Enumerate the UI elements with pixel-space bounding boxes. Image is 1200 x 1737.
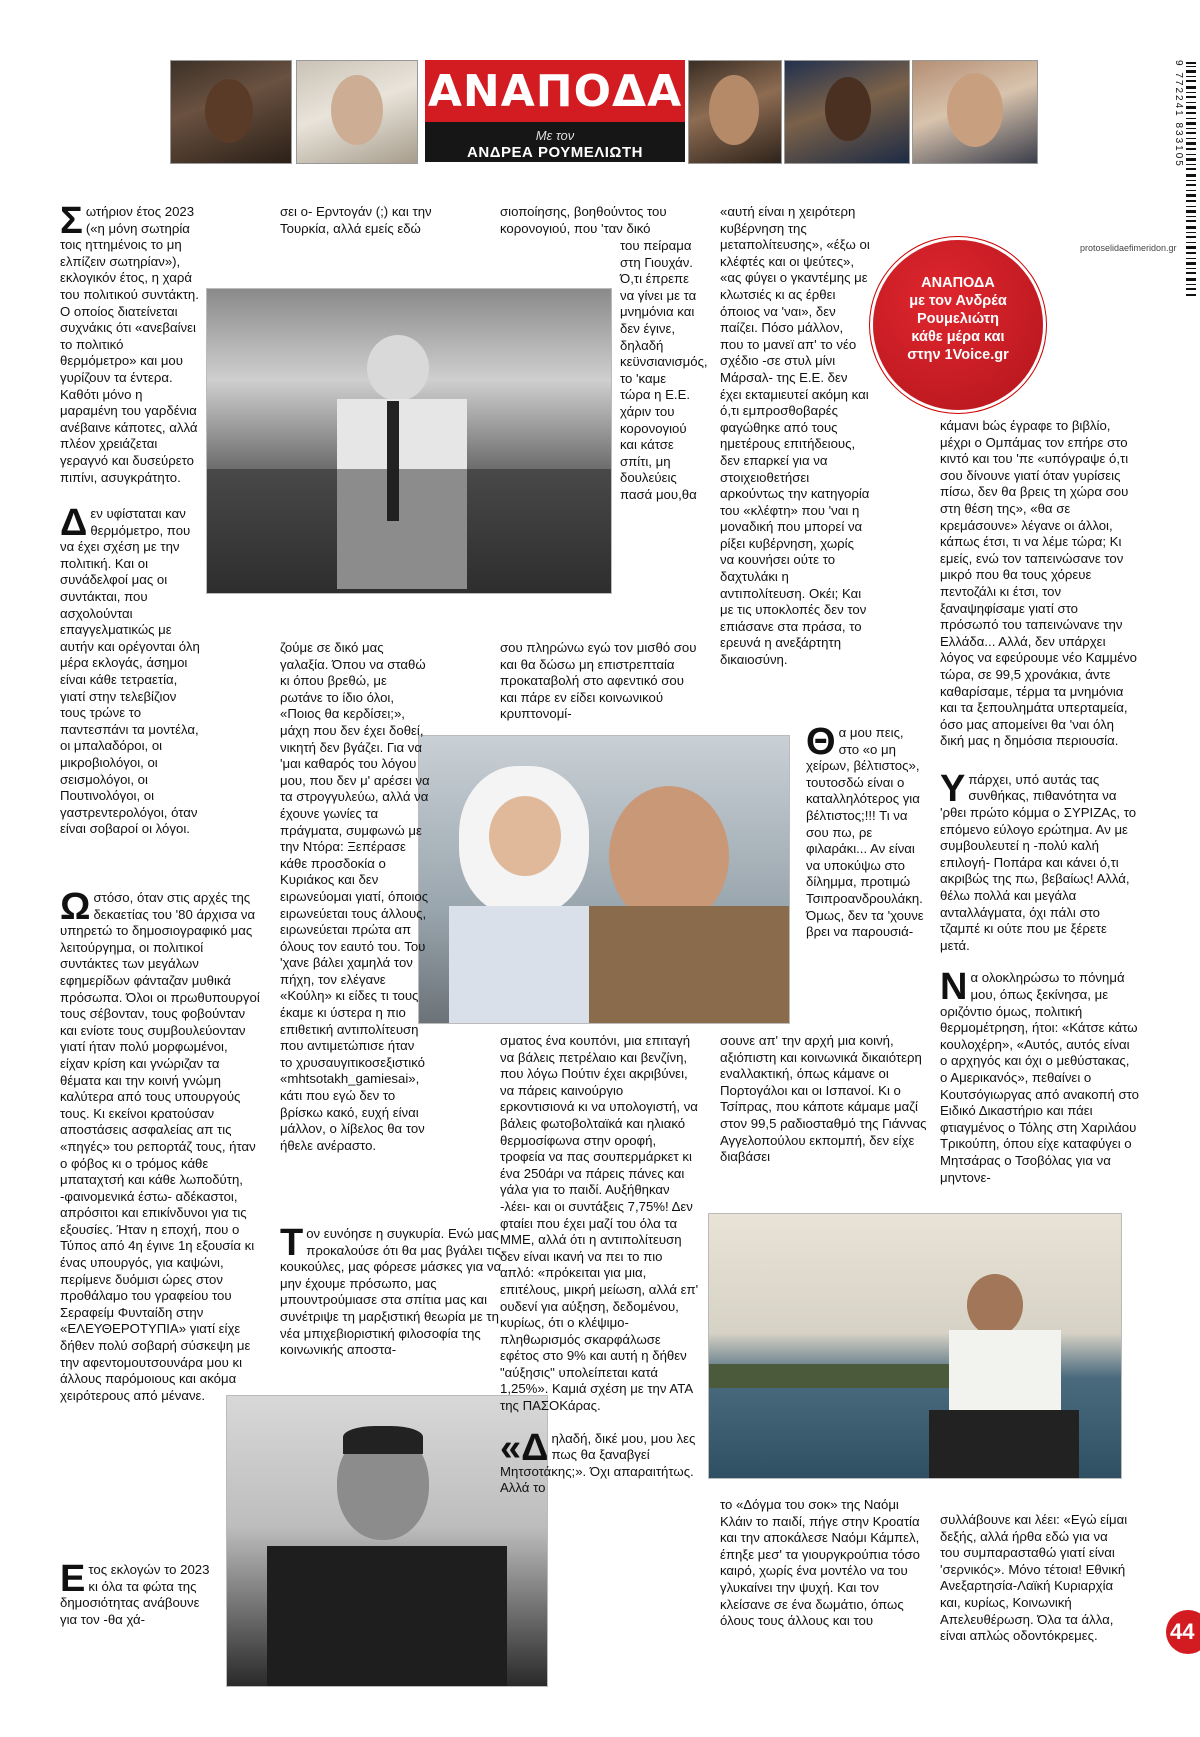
promo-line-3: Ρουμελιώτη	[917, 311, 999, 327]
with-label: Με τον	[535, 128, 575, 143]
paragraph: Να ολοκληρώσω το πόνημά μου, όπως ξεκίνησα, με οριζόντιο όμως, πολιτική θερμομέτρηση, ήτοι: «Κάτσε κάτω κουλοχέρη», «Αυτός, αυτός είναι ο αρχηγός και όχι ο μεθύστακας, ο Αμερικανός», πεθαίνει ο Κουτσόγιωργας από ανακοπή στο Ειδικό Δικαστήριο και πάει φτιαγμένος ο Τόλης στη Χαριλάου Τρικούπη, όπου είχε καταφύγει ο Μητσάρας ο Τσοβόλας για να μηντονε-	[940, 966, 1139, 1185]
paragraph: Υπάρχει, υπό αυτάς τας συνθήκας, πιθανότητα να 'ρθει πρώτο κόμμα ο ΣΥΡΙΖΑς, το επόμενο εύλογο ερώτημα. Αν με συμβουλευτεί η -πολύ καλή επιλογή- Πoπάρα και κάνει ό,τι ακριβώς της πω, βεβαίως! Αλλά, θέλω πολλά και μεγάλα ανταλλάγματα, όχι πάλι στο τζαμπέ κι ούτε που με ξέρετε μετά.	[940, 767, 1137, 953]
paragraph: σιοποίησης, βοηθούντος του κορονογιού, που 'ταν δικό	[500, 204, 667, 236]
paragraph: ζούμε σε δικό μας γαλαξία. Όπου να σταθώ κι όπου βρεθώ, με ρωτάνε το ίδιο όλοι, «Ποιος θα κερδίσει;», μάχη που δεν έχει δοθεί, νικητή δεν βγάζει. Για να 'μαι καθαρός του λόγου μου, που δεν μ' αρέσει να τα στρογγυλεύω, αλλά να έχουνε γωνίες τα πράγματα, συμφωνώ με την Ντόρα: Ξεπέρασε κάθε προσδοκία ο Κυριάκος και δεν ειρωνεύομαι γιατί, όποιος ειρωνεύεται τους άλλους, ειρωνεύεται πρώτα απ όλους τον εαυτό του. Του 'χανε βάλει χαμηλά τον πήχη, τον ελέγανε «Κούλη» κι είδες τι τους έκαμε κι ύστερα η πιο επιθετική αντιπολίτευση που αντιμετώπισε ήταν το χρυσαυγιτικοσεξιστικό «mhtsotakh_gamiesai», κάτι που εγώ δεν το βρίσκω κακό, ευχή είναι μάλλον, ο λίβελος θα τον ήθελε ανέραστο.	[280, 640, 430, 1153]
paragraph: Ετος εκλογών το 2023 κι όλα τα φώτα της δημοσιότητας ανάβουνε για τον -θα χά-	[60, 1558, 210, 1627]
article-column-1-bottom	[60, 1558, 210, 1644]
promo-badge	[873, 240, 1043, 410]
header-photo-3	[688, 60, 782, 164]
header-photo-1	[170, 60, 292, 164]
article-column-2-lower	[280, 1222, 520, 1375]
paragraph: Δεν υφίσταται καν θερμόμετρο, που να έχει σχέση με την πολιτική. Και οι συνάδελφοί μας οι συντάκται, που ασχολούνται επαγγελματικώς με αυτήν και ορέγονται όλη μέρα εκλογάς, άσημοι είναι κάθε τετραετία, γιατί στην τελεβίζιον τους τρώνε το παντεσπάνι τα μοντέλα, οι μπαλαδόροι, οι μικροβιολόγοι, οι σεισμολόγοι, οι Πουτινολόγοι, οι γαστρεντερολόγοι, όταν είναι σοβαροί οι λόγοι.	[60, 502, 200, 837]
header-photo-5	[912, 60, 1038, 164]
article-column-4	[720, 204, 870, 685]
promo-line-4: κάθε μέρα και	[911, 329, 1005, 345]
paragraph: σει ο- Ερντογάν (;) και την Τουρκία, αλλά εμείς εδώ	[280, 204, 432, 236]
article-column-2-top	[280, 204, 460, 253]
paragraph: συλλάβουνε και λέει: «Εγώ είμαι δεξής, αλλά ήρθα εδώ για να του συμπαρασταθώ γιατί είναι 'σερνικός». Μόνο τέτοια! Εθνική Ανεξαρτησία-Λαϊκή Κυριαρχία και, κυρίως, Κοινωνική Απελευθέρωση. Όλα τα άλλα, είναι απλώς οδοντόκρεμες.	[940, 1512, 1128, 1644]
photo-dancing-politician	[206, 288, 612, 594]
article-column-5-bottom	[940, 1512, 1130, 1661]
article-column-3-lower	[500, 1033, 700, 1513]
paragraph: κάμανι bώς έγραφε το βιβλίο, μέχρι ο Ομπάμας τον επήρε στο κιντό και του 'πε «υπόγραψε ό,τι σου δίνουνε γιατί όταν γυρίσεις πίσω, δεν θα βρεις τη χώρα σου στη θέση της», «θα σε κρεμάσουνε» λέγανε οι άλλοι, κάπως έτσι, τι να λέμε τώρα; Κι εμείς, ενώ τον ταπεινώσανε τον μικρό που θα τους χόρευε πεντοζάλι κι έτσι, τον ξαναψηφίσαμε γιατί στο πρόσωπό του ταπεινώνανε την Ελλάδα... Αλλά, δεν υπάρχει λόγος να εφεύρουμε νέο Καμμένο τώρα, σε 99,5 χρονάκια, άντε καθαρίσαμε, τέρμα τα μνημόνια και τα ξεπουλημάτα υπερταμεία, όσο μας απομείνει θα 'ναι όλη δική μας η δημόσια περιουσία.	[940, 418, 1138, 749]
article-column-3-top	[500, 204, 700, 237]
promo-line-1: ΑΝΑΠΟΔΑ	[921, 275, 995, 291]
paragraph: το «Δόγμα του σοκ» της Ναόμι Κλάιν το παιδί, πήγε στην Κροατία και την αποκάλεσε Ναόμι Κάμπελ, έπηξε μεσ' τα γιουργκρούπια τόσο καιρό, χωρίς ένα μοντέλο να του γλυκαίνει την ψυχή. Και τον κλείσανε σε ένα δωμάτιο, όπως όλους τους άλλους και του	[720, 1497, 921, 1629]
paragraph: Θα μου πεις, στο «ο μη χείρων, βέλτιστος», τουτοσδώ είναι ο καταλληλότερος για βέλτιστος;!!! Τι να σου πω, ρε φιλαράκι... Αν είναι να υποκύψω στο δίλημμα, προτιμώ Τσιπροανδρουλάκη. Όμως, δεν τα 'χουνε βρει να παρουσιά-	[806, 721, 924, 940]
barcode-digits: 9 772241 833105	[1173, 60, 1184, 168]
paragraph: Σωτήριον έτος 2023 («η μόνη σωτηρία τοις ηττημένοις το μη ελπίζειν σωτηρίαν»), εκλογικόν έτος, η χαρά του πολιτικού συντάκτη. Ο οποίος διατείνεται συχνάκις ότι «ανεβαίνει το πολιτικό θερμόμετρο» και μου γυρίζουν τα έντερα. Καθότι μόνο η μαραμένη του γαρδένια ανέβαινε κάποτες, αλλά πλέον χρειάζεται γεραγνό και δυσεύρετο πιπίνι, ασυγκράτητο.	[60, 200, 199, 485]
header-photo-4	[784, 60, 910, 164]
paragraph: Τον ευνόησε η συγκυρία. Ενώ μας προκαλούσε ότι θα μας βγάλει τις κουκούλες, μας φόρεσε μάσκες για να μην έχουμε πρόσωπο, μας μπουντρούμιασε στα σπίτια μας και συνέτριψε τη μαρξιστική θεωρία με τη νέα μπιχεβιοριστική φιλοσοφία της κοινωνικής αποστα-	[280, 1222, 502, 1358]
paragraph: Ωστόσο, όταν στις αρχές της δεκαετίας του '80 άρχισα να υπηρετώ το δημοσιογραφικό μας λειτούργημα, οι πολιτικοί συντάκτες των μεγάλων εφημερίδων φάνταζαν μυθικά πρόσωπα. Όλοι οι πρωθυπουργοί τους σέβονταν, τους φοβούνταν και ενίοτε τους συμβουλεύονταν γιατί ήταν πολύ μορφωμένοι, είχαν κρίση και γνώριζαν τα θέματα και την κοινή γνώμη καλύτερα από τους υπουργούς τους. Κι εκείνοι κρατούσαν αποστάσεις ασφαλείας απ τις «πηγές» του ρεπορτάζ τους, ήταν ο φόβος κι ο τρόμος κάθε μπαταχτσή και κάθε λωποδύτη, -φαινομενικά έστω- αδέκαστοι, απρόσιτοι και επικίνδυνοι για τις εξουσίες. Ήταν η εποχή, που ο Τύπος από 4η έγινε 1η εξουσία κι ένας υπουργός, για καψώνι, περίμενε δυόμισι ώρες στον προθάλαμο του γραφείου του Σεραφείμ Φυνταίδη στην «ΕΛΕΥΘΕΡΟΤΥΠΙΑ» γιατί είχε δήθεν πολύ σοβαρή σύσκεψη με την αφεντομουτσουνάρα μου κι άλλους παρόμοιους και ακόμα χειρότερους από μένανε.	[60, 886, 260, 1403]
article-column-4-bottom	[720, 1497, 920, 1646]
article-column-1-lower	[60, 886, 260, 1420]
article-column-1	[60, 200, 200, 854]
article-column-2	[280, 640, 480, 1170]
promo-line-5: στην 1Voice.gr	[907, 347, 1009, 363]
paragraph: «αυτή είναι η χειρότερη κυβέρνηση της μεταπολίτευσης», «έξω οι κλέφτές και οι ψεύτες», «ας φύγει ο γκαντέμης με κλωτσιές κι ας έρθει όποιος να 'ναι», δεν παίζει. Πόσο μάλλον, που το μανεϊ απ' το νέο σχέδιο -σε στυλ μίνι Μάρσαλ- της Ε.Ε. δεν έχει εκταμιευτεί ακόμη και ό,τι εμπροσθοβαρές φαγώθηκε από τους ημετέρους επιτήδειους, δεν επαρκεί για να στοιχειοθετήσει αρκούντως την κατηγορία του «κλέφτη» που 'ναι η μοναδική που μπορεί να ρίξει κυβέρνηση, χωρίς να κουνήσει ούτε το δαχτυλάκι η αντιπολίτευση. Οκέι; Και με τις υποκλοπές δεν τον επιάσανε στα πράσα, το ερευνά η ανεξάρτητη δικαιοσύνη.	[720, 204, 870, 668]
author-name: ΑΝΔΡΕΑ ΡΟΥΜΕΛΙΩΤΗ	[467, 144, 643, 161]
source-site: protoselidaefimeridon.gr	[1080, 243, 1177, 253]
paragraph: σου πληρώνω εγώ τον μισθό σου και θα δώσω μη επιστρεπταία προκαταβολή στο αφεντικό σου και πάρε εν είδει κοινωνικού κρυπτονομί-	[500, 640, 697, 722]
page-number: 44	[1166, 1610, 1200, 1654]
header-photo-2	[296, 60, 418, 164]
photo-man-on-scooter	[708, 1213, 1122, 1479]
paragraph: σματος ένα κουπόνι, μια επιταγή να βάλεις πετρέλαιο και βενζίνη, που λόγω Πούτιν έχει ακριβύνει, να πάρεις καινούργιο ερκοντισιονά κι να υπολογιστή, να βάλεις φωτοβολταϊκά και ηλιακό θερμοσίφωνα στην οροφή, τροφεία να πας σουπερμάρκετ κι ένα 250άρι να πάρεις πάνες και γάλα για το παιδί. Αυξήθηκαν -λέει- και οι συντάξεις 7,75%! Δεν φταίει που έχει μαζί του όλα τα ΜΜΕ, αλλά ότι η αντιπολίτευση δεν είναι ικανή να πει το πιο απλό: «πρόκειται για μια, επιτέλους, μικρή μείωση, αλλά επ' ουδενί για αύξηση, δεδομένου, κυρίως, ότι ο κλέψιμο-πληθωρισμός σκαρφάλωσε εφέτος στο 9% και αυτή η δήθεν "αύξησις" υπολείπεται κατά 1,25%». Καμιά σχέση με την ΑΤΑ της ΠΑΣΟΚάρας.	[500, 1033, 699, 1414]
pull-quote: «Δηλαδή, δικέ μου, μου λες πως θα ξαναβγεί Μητσοτάκης;». Όχι απαραιτήτως. Αλλά το	[500, 1426, 696, 1496]
article-column-3-narrow	[620, 238, 708, 504]
section-title: ΑΝΑΠΟΔΑ	[427, 66, 683, 117]
article-column-5	[940, 418, 1140, 1202]
promo-line-2: με τον Ανδρέα	[909, 293, 1007, 309]
masthead	[425, 60, 685, 162]
paragraph: του πείραμα στη Γιουχάν. Ό,τι έπρεπε να γίνει με τα μνημόνια και δεν έγινε, δηλαδή κεϋνσιανισμός, το 'καμε τώρα η Ε.Ε. χάριν του κορονογιού και κάτσε σπίτι, μη δουλεύεις πασά μου,θα	[620, 238, 708, 502]
article-column-4-mid	[720, 1033, 930, 1182]
article-column-3	[500, 640, 700, 739]
paragraph: σουνε απ' την αρχή μια κοινή, αξιόπιστη και κοινωνικά δικαιότερη εναλλακτική, όπως κάμανε οι Πορτογάλοι και οι Ισπανοί. Κι ο Τσίπρας, που κάποτε κάμαμε μαζί στον 99,5 ραδιοσταθμό της Γιάννας Αγγελοπούλου εκπομπή, δεν είχε διαβάσει	[720, 1033, 927, 1165]
article-column-4-quote	[806, 721, 926, 957]
